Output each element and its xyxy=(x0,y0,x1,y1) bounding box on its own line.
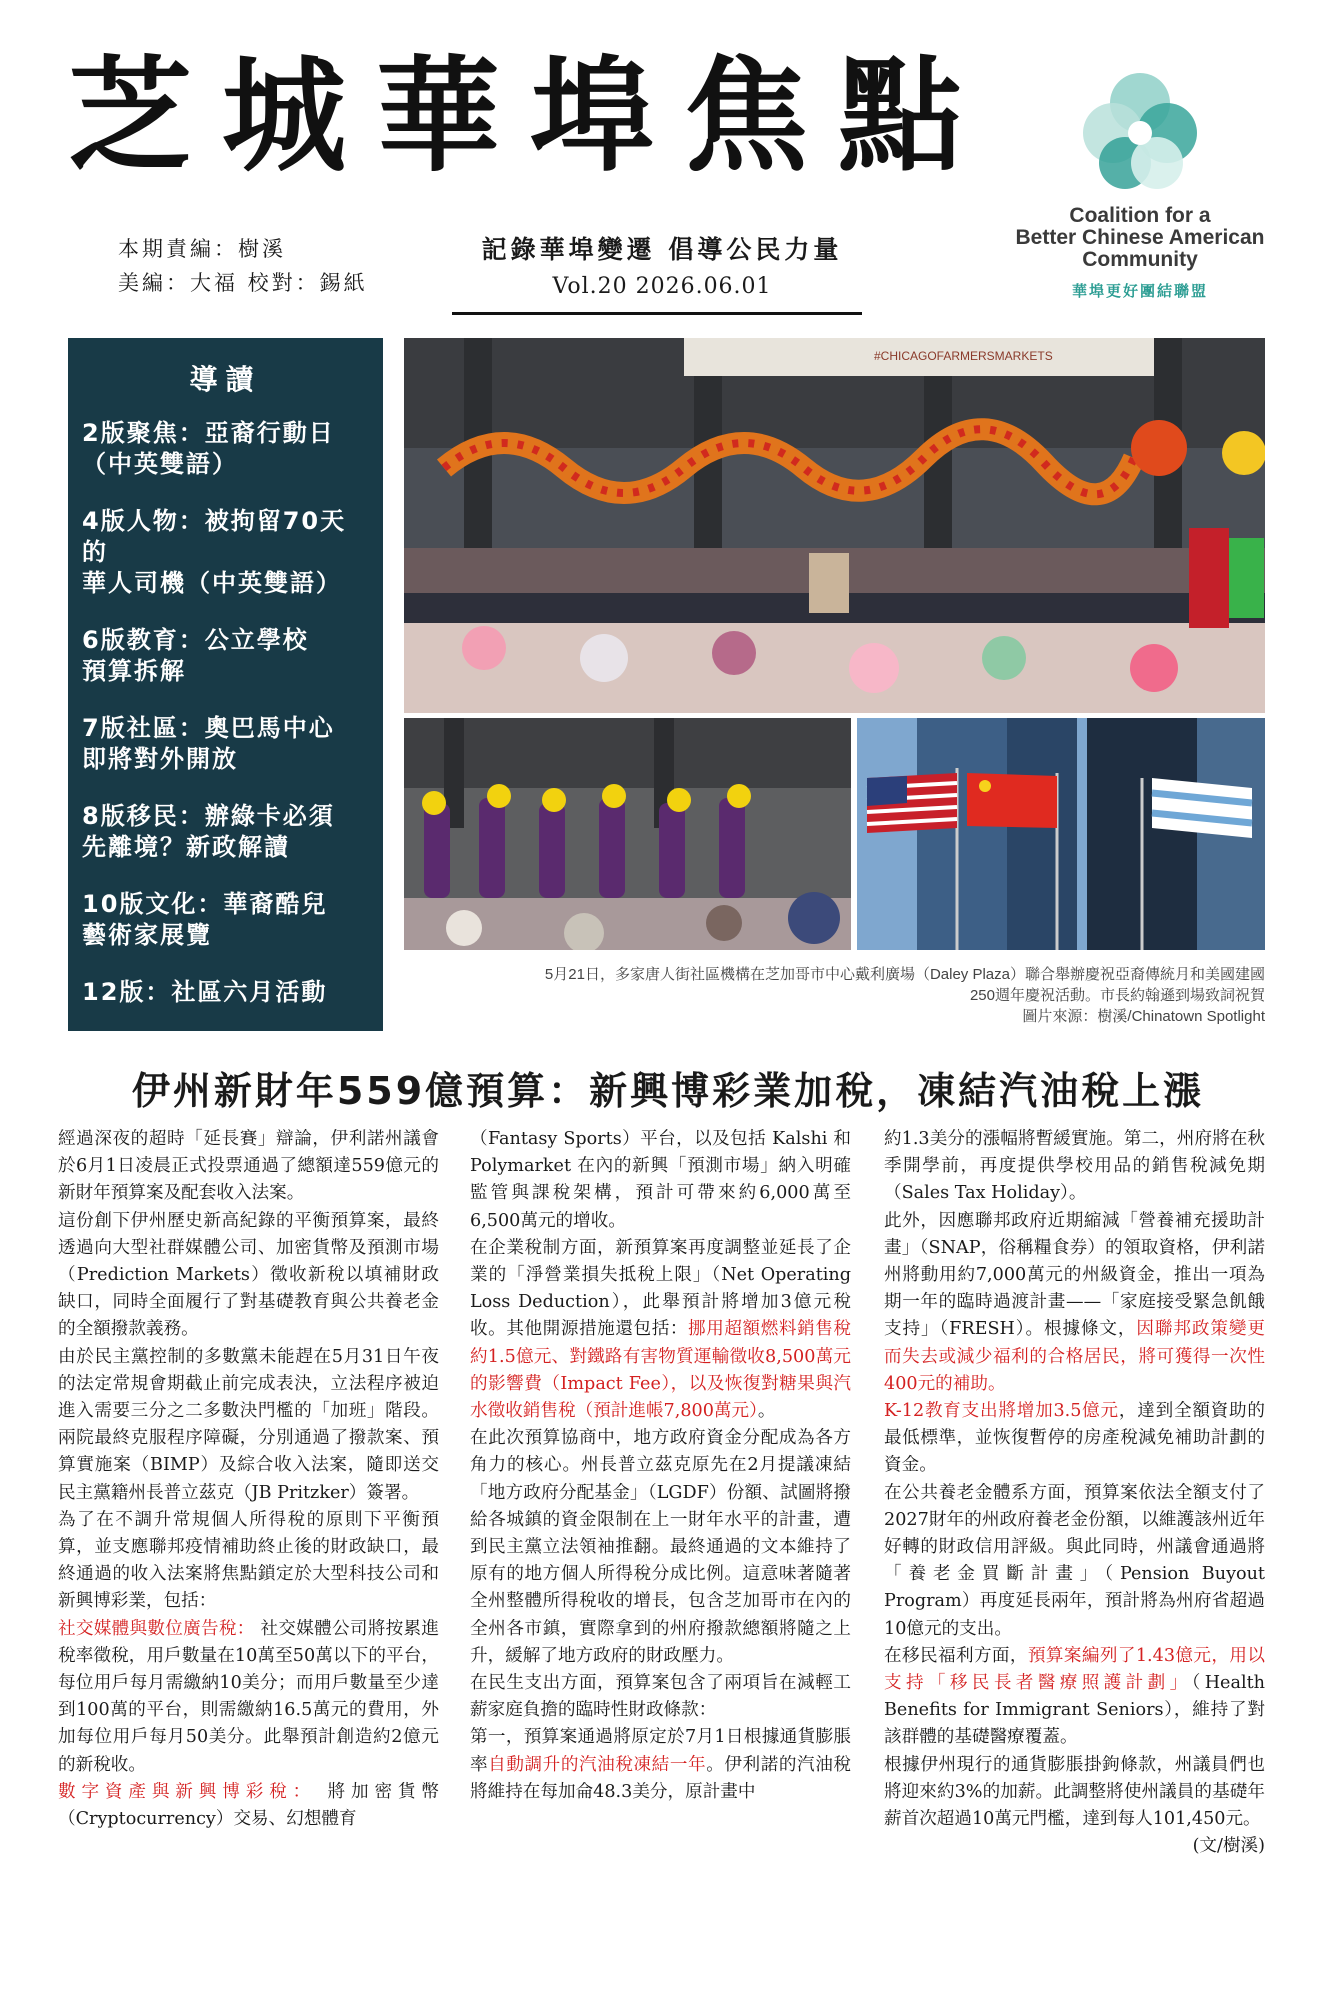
caption-line: 250週年慶祝活動。市長約翰遜到場致詞祝賀 xyxy=(969,987,1265,1004)
org-name-line2: Better Chinese American xyxy=(1015,226,1265,249)
toc-item[interactable]: 4版人物：被拘留70天的 華人司機（中英雙語） xyxy=(82,507,347,597)
slogan-rule xyxy=(452,312,862,315)
paragraph: 這份創下伊州歷史新高紀錄的平衡預算案，最終透過向大型社群媒體公司、加密貨幣及預測市場（Prediction Markets）徵收新稅以填補財政缺口，同時全面履行了對基礎教育與公共養老金的全額撥款義務。 xyxy=(58,1210,439,1340)
slogan: 記錄華埠變遷 倡導公民力量 xyxy=(481,235,843,264)
byline: (文/樹溪) xyxy=(1192,1836,1265,1857)
toc-item[interactable]: 8版移民：辦綠卡必須 先離境？新政解讀 xyxy=(82,802,335,861)
paragraph: K-12教育支出將增加3.5億元，達到全額資助的最低標準，並恢復暫停的房產稅減免補助計劃的資金。 xyxy=(884,1401,1265,1476)
paragraph: 約1.3美分的漲幅將暫緩實施。第二，州府將在秋季開學前，再度提供學校用品的銷售稅減免期（Sales Tax Holiday）。 xyxy=(884,1129,1265,1204)
highlight-text: 預算案編列了1.43億元，用以支持「移民長者醫療照護計劃」 xyxy=(884,1645,1265,1694)
masthead-title: 芝城華埠焦點 xyxy=(68,45,993,189)
paragraph: 由於民主黨控制的多數黨未能趕在5月31日午夜的法定常規會期截止前完成表決，立法程序被迫進入需要三分之二多數決門檻的「加班」階段。兩院最終克服程序障礙，分別通過了撥款案、預算實施案（BIMP）及綜合收入法案，隨即送交民主黨籍州長普立茲克（JB Pritzker）簽署。 xyxy=(58,1346,439,1503)
paragraph: 社交媒體與數位廣告稅： 社交媒體公司將按累進稅率徵稅，用戶數量在10萬至50萬以下的平台，每位用戶每月需繳納10美分；而用戶數量至少達到100萬的平台，則需繳納16.5萬元的費用，外加每位用戶每月50美分。此舉預計創造約2億元的新稅收。 xyxy=(58,1618,439,1775)
photo-caption xyxy=(385,964,1265,1027)
photo-flags xyxy=(857,718,1265,950)
paragraph: 此外，因應聯邦政府近期縮減「營養補充援助計畫」（SNAP，俗稱糧食券）的領取資格，伊利諾州將動用約7,000萬元的州級資金，推出一項為期一年的臨時過渡計畫——「家庭接受緊急飢餓支持」（FRESH）。根據條文，因聯邦政策變更而失去或減少福利的合格居民，將可獲得一次性400元的補助。 xyxy=(884,1210,1265,1394)
volume-date: Vol.20 2026.06.01 xyxy=(552,274,772,299)
org-name-line1: Coalition for a xyxy=(1069,204,1211,227)
paragraph: （Fantasy Sports）平台，以及包括 Kalshi 和 Polymarket 在內的新興「預測市場」納入明確監管與課稅架構，預計可帶來約6,000萬至6,500萬元的增收。 xyxy=(470,1129,851,1231)
photo-dragon-ceremony xyxy=(404,338,1265,713)
highlight-text: 自動調升的汽油稅凍結一年 xyxy=(488,1754,707,1775)
toc-panel xyxy=(68,338,383,1031)
article-column-1 xyxy=(58,1126,439,1833)
org-name-line3: Community xyxy=(1082,248,1198,271)
toc-item[interactable]: 6版教育：公立學校 預算拆解 xyxy=(82,626,309,685)
article-column-2 xyxy=(470,1126,851,1806)
editor-credits xyxy=(118,232,368,300)
article-headline: 伊州新財年559億預算：新興博彩業加稅，凍結汽油稅上漲 xyxy=(131,1069,1205,1113)
paragraph: 在移民福利方面，預算案編列了1.43億元，用以支持「移民長者醫療照護計劃」（Health Benefits for Immigrant Seniors），維持了對該群體的基礎醫療覆蓋。 xyxy=(884,1645,1265,1748)
org-name-chinese: 華埠更好團結聯盟 xyxy=(1071,282,1208,300)
editor-line: 本期責編：樹溪 xyxy=(118,237,286,261)
highlight-text: 因聯邦政策變更而失去或減少福利的合格居民，將可獲得一次性400元的補助。 xyxy=(884,1319,1265,1394)
highlight-text: 數字資產與新興博彩稅： xyxy=(58,1781,317,1802)
designer-line: 美編：大福 校對：錫紙 xyxy=(118,271,368,295)
org-name xyxy=(990,205,1290,271)
toc-heading: 導讀 xyxy=(189,363,262,396)
highlight-text: 挪用超額燃料銷售稅約1.5億元、對鐵路有害物質運輸徵收8,500萬元的影響費（Impact Fee），以及恢復對糖果與汽水徵收銷售稅（預計進帳7,800萬元） xyxy=(470,1319,851,1422)
paragraph: 在此次預算協商中，地方政府資金分配成為各方角力的核心。州長普立茲克原先在2月提議凍結「地方政府分配基金」（LGDF）份額、試圖將撥給各城鎮的資金限制在上一財年水平的計畫，遭到民主黨立法領袖推翻。最終通過的文本維持了原有的地方個人所得稅分成比例。這意味著隨著全州整體所得稅收的增長，包含芝加哥市在內的全州各市鎮，實際拿到的州府撥款總額將隨之上升，緩解了地方政府的財政壓力。 xyxy=(470,1428,851,1666)
paragraph: 在企業稅制方面，新預算案再度調整並延長了企業的「淨營業損失抵稅上限」（Net Operating Loss Deduction），此舉預計將增加3億元稅收。其他開源措施還包括：挪用超額燃料銷售稅約1.5億元、對鐵路有害物質運輸徵收8,500萬元的影響費（Impact Fee），以及恢復對糖果與汽水徵收銷售稅（預計進帳7,800萬元）。 xyxy=(470,1237,851,1422)
paragraph: 經過深夜的超時「延長賽」辯論，伊利諾州議會於6月1日凌晨正式投票通過了總額達559億元的新財年預算案及配套收入法案。 xyxy=(58,1129,439,1204)
paragraph: 根據伊州現行的通貨膨脹掛鉤條款，州議員們也將迎來約3%的加薪。此調整將使州議員的基礎年薪首次超過10萬元門檻，達到每人101,450元。 (文/樹溪) xyxy=(884,1752,1265,1834)
toc-item[interactable]: 2版聚焦：亞裔行動日 （中英雙語） xyxy=(82,419,335,478)
paragraph: 數字資產與新興博彩稅： 將加密貨幣（Cryptocurrency）交易、幻想體育 xyxy=(58,1781,439,1830)
photo-credit: 圖片來源：樹溪/Chinatown Spotlight xyxy=(1022,1008,1265,1025)
paragraph: 在公共養老金體系方面，預算案依法全額支付了2027財年的州政府養老金份額，以維護該州近年好轉的財政信用評級。與此同時，州議會通過將「養老金買斷計畫」（Pension Buyout Program）再度延長兩年，預計將為州府省超過10億元的支出。 xyxy=(884,1482,1265,1639)
toc-item[interactable]: 7版社區：奧巴馬中心 即將對外開放 xyxy=(82,714,335,773)
coalition-logo-icon xyxy=(1075,65,1205,195)
caption-line: 5月21日，多家唐人街社區機構在芝加哥市中心戴利廣場（Daley Plaza）聯合舉辦慶祝亞裔傳統月和美國建國 xyxy=(544,966,1265,983)
paragraph: 在民生支出方面，預算案包含了兩項旨在減輕工薪家庭負擔的臨時性財政條款： xyxy=(470,1673,851,1721)
paragraph: 第一，預算案通過將原定於7月1日根據通貨膨脹率自動調升的汽油稅凍結一年。伊利諾的汽油稅將維持在每加侖48.3美分，原計畫中 xyxy=(470,1727,851,1802)
highlight-text: K-12教育支出將增加3.5億元 xyxy=(884,1401,1119,1422)
highlight-text: 社交媒體與數位廣告稅： xyxy=(58,1618,255,1639)
toc-item[interactable]: 10版文化：華裔酷兒 藝術家展覽 xyxy=(82,890,328,949)
toc-item[interactable]: 12版：社區六月活動 xyxy=(82,978,328,1006)
banner-text: #CHICAGOFARMERSMARKETS xyxy=(874,349,1053,363)
article-column-3 xyxy=(884,1126,1265,1860)
paragraph: 為了在不調升常規個人所得稅的原則下平衡預算，並支應聯邦疫情補助終止後的財政缺口，最終通過的收入法案將焦點鎖定於大型科技公司和新興博彩業，包括： xyxy=(58,1509,439,1612)
photo-fan-dancers xyxy=(404,718,851,950)
